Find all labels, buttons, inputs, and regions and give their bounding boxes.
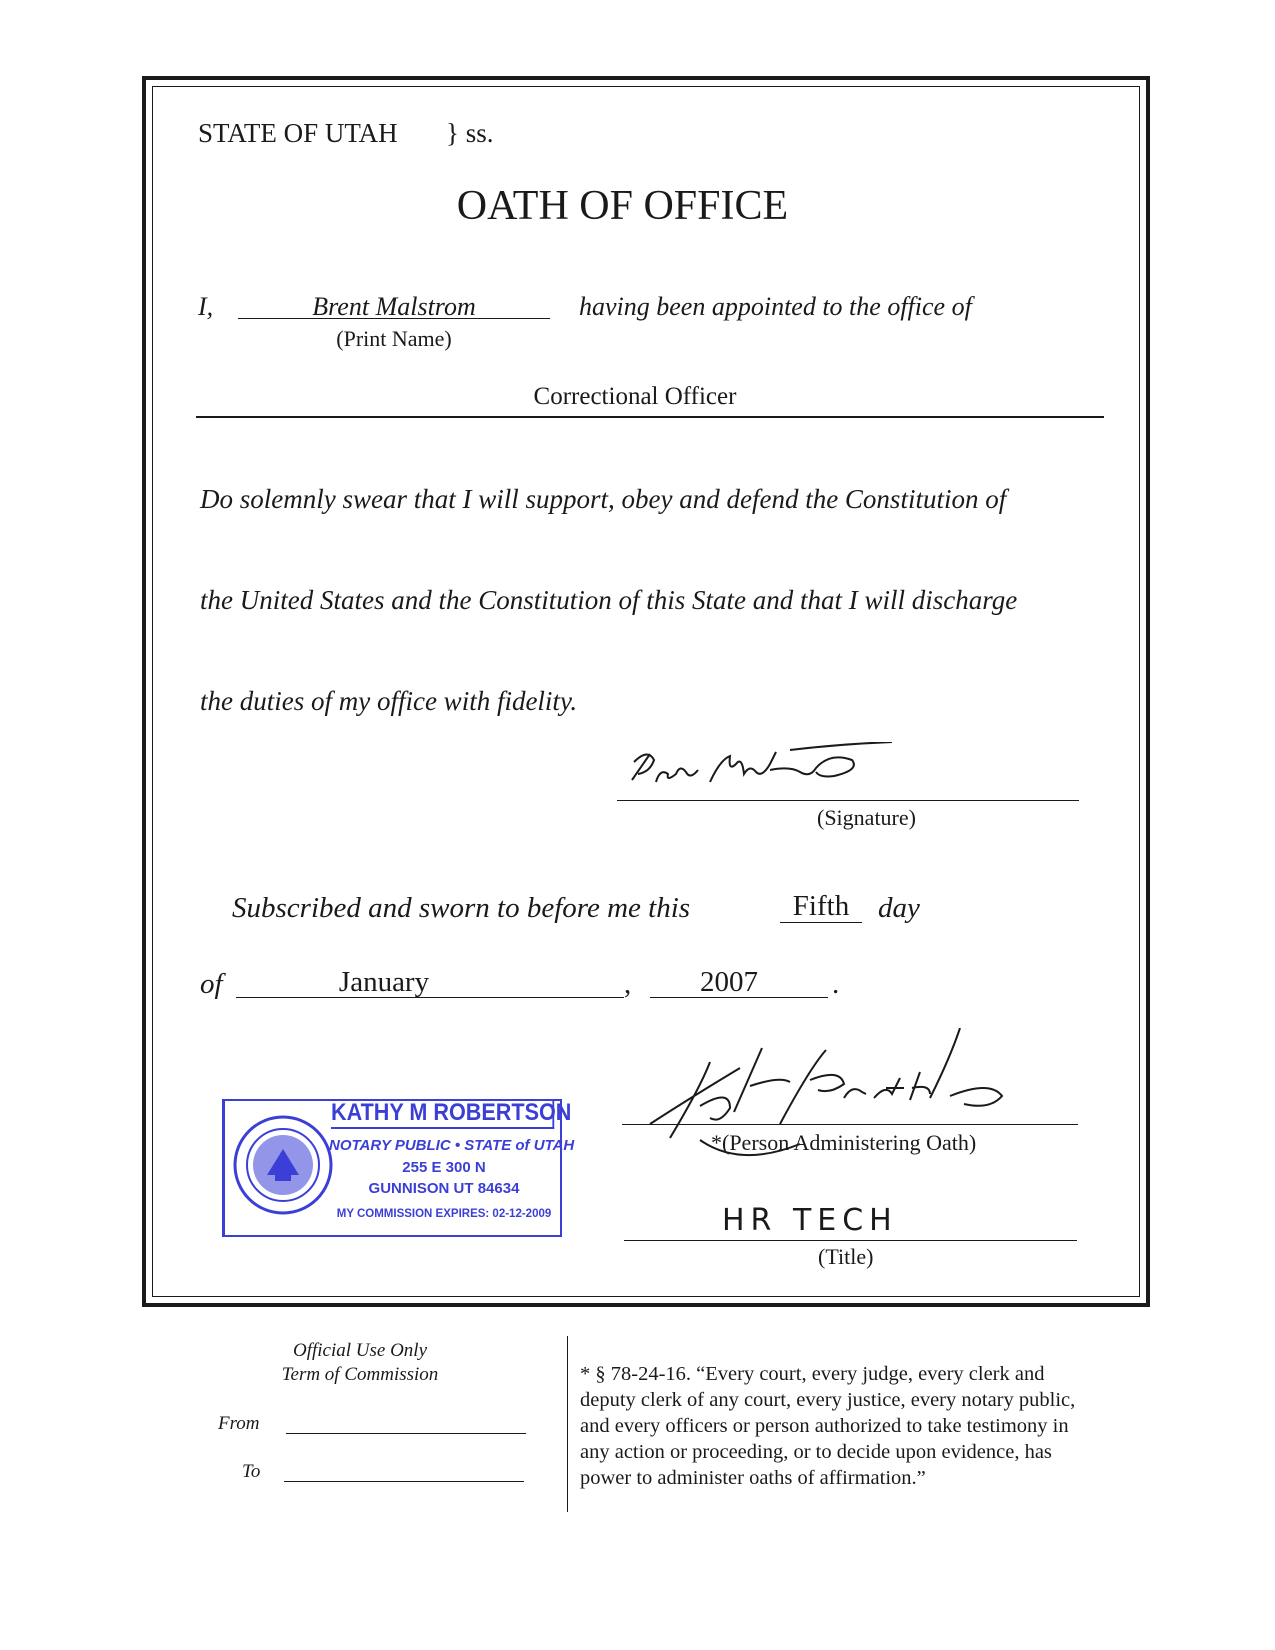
subscribed-text: Subscribed and sworn to before me this	[232, 892, 691, 924]
ss-label: } ss.	[446, 118, 494, 148]
signature-caption: (Signature)	[817, 805, 916, 830]
print-name-caption: (Print Name)	[336, 326, 452, 351]
year-line	[650, 997, 828, 998]
stamp-line-1: NOTARY PUBLIC • STATE of UTAH	[329, 1137, 575, 1154]
document-title: OATH OF OFFICE	[456, 183, 789, 229]
of-word: of	[200, 968, 223, 1000]
title-value: HR TECH	[722, 1203, 898, 1238]
notary-stamp	[222, 1099, 575, 1237]
to-line[interactable]	[284, 1481, 524, 1482]
from-line[interactable]	[286, 1433, 526, 1434]
official-use-heading: Official Use Only	[292, 1340, 428, 1361]
footnote-line-2: deputy clerk of any court, every justice, every notary public,	[580, 1389, 1076, 1411]
footnote-line-3: and every officers or person authorized to take testimony in	[580, 1415, 1069, 1437]
signature-line	[617, 800, 1079, 801]
state-label: STATE OF UTAH	[198, 118, 398, 148]
oath-line-3: the duties of my office with fidelity.	[200, 686, 578, 716]
from-label: From	[218, 1413, 260, 1434]
stamp-line-3: GUNNISON UT 84634	[368, 1180, 520, 1197]
month-line	[236, 997, 624, 998]
stamp-notary-name: KATHY M ROBERTSON	[331, 1099, 554, 1129]
oath-line-1: Do solemnly swear that I will support, obey and defend the Constitution of	[200, 484, 1007, 514]
pronoun-i: I,	[198, 292, 214, 321]
administering-line	[622, 1124, 1078, 1125]
appointed-text: having been appointed to the office of	[579, 292, 972, 321]
footnote-line-5: power to administer oaths of affirmation.”	[580, 1467, 926, 1489]
day-word: day	[878, 892, 920, 924]
year-value: 2007	[700, 966, 758, 998]
title-caption: (Title)	[818, 1244, 874, 1269]
state-seal-icon	[231, 1113, 335, 1217]
term-of-commission-heading: Term of Commission	[281, 1364, 439, 1385]
month-value: January	[338, 966, 430, 998]
office-name: Correctional Officer	[533, 383, 737, 410]
year-period: .	[832, 968, 840, 1000]
title-line	[624, 1240, 1077, 1241]
printed-name: Brent Malstrom	[312, 292, 476, 321]
day-line	[780, 922, 862, 923]
administering-caption: *(Person Administering Oath)	[711, 1130, 977, 1155]
footer-divider	[567, 1336, 568, 1512]
footnote-line-4: any action or proceeding, or to decide upon evidence, has	[580, 1441, 1052, 1463]
stamp-line-4: MY COMMISSION EXPIRES: 02-12-2009	[336, 1208, 552, 1220]
oath-line-2: the United States and the Constitution of this State and that I will discharge	[200, 585, 1018, 615]
day-value: Fifth	[792, 890, 850, 922]
stamp-line-2: 255 E 300 N	[402, 1159, 486, 1176]
name-line	[238, 318, 550, 319]
office-line	[196, 416, 1104, 418]
footnote-line-1: * § 78-24-16. “Every court, every judge, every clerk and	[580, 1363, 1045, 1385]
appointee-signature	[620, 742, 900, 804]
month-comma: ,	[624, 968, 632, 1000]
to-label: To	[242, 1461, 261, 1482]
